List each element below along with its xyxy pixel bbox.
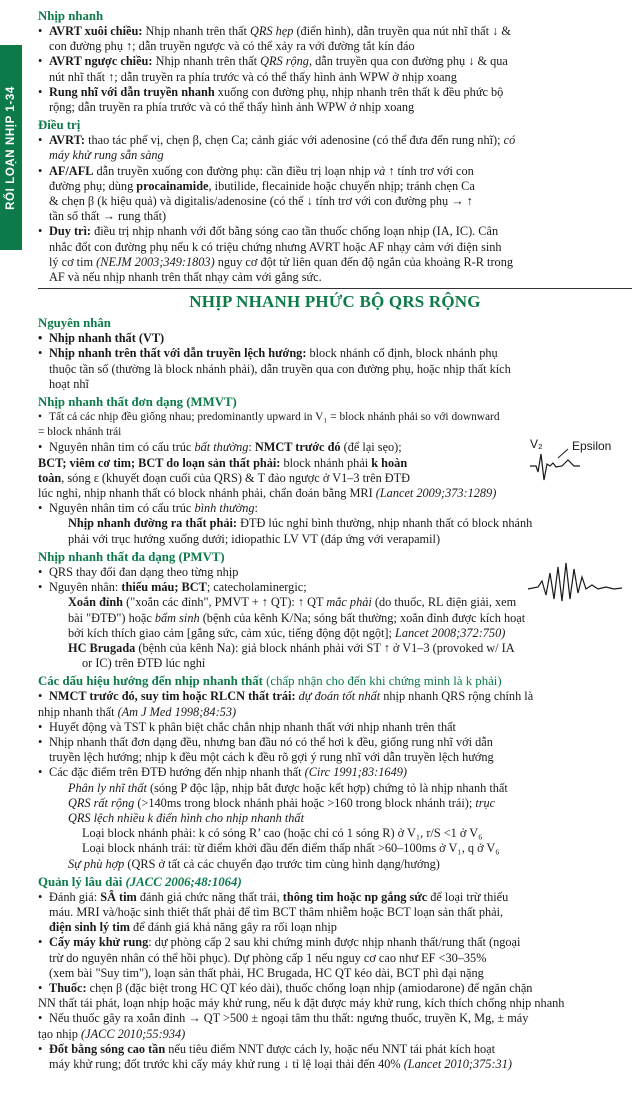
term: BCT; viêm cơ tim; BCT do loạn sản thất phải:	[38, 455, 281, 470]
text-line: NN thất tái phát, loạn nhịp hoặc máy khử rung, nếu k đặt được máy khử rung, kích thích chống nhịp nhanh	[38, 996, 565, 1011]
text: tạo nhịp	[38, 1026, 82, 1041]
term: Duy trì:	[49, 224, 92, 239]
text: bởi kích thích giao cảm [gắng sức, cảm xúc, tiếng động đột ngột];	[68, 625, 396, 640]
text: (bệnh của kênh Na): giả block nhánh phải với ST ↑ ở V1–3 (provoked w/ IA	[135, 640, 515, 655]
citation: (Am J Med 1998;84:53)	[117, 704, 237, 719]
text: ; catecholaminergic;	[206, 580, 307, 595]
heading-tachy: Nhịp nhanh	[38, 9, 104, 23]
term: Thuốc:	[49, 980, 87, 995]
list-item	[38, 85, 632, 115]
list-item	[38, 689, 632, 704]
term: Rung nhĩ với dẫn truyền nhanh	[49, 84, 215, 99]
term: AVRT xuôi chiều:	[49, 24, 143, 38]
heading-long-term	[38, 874, 632, 890]
text: ĐTĐ lúc nghỉ bình thường, nhịp nhanh thất có block nhánh	[237, 516, 533, 531]
citation: Lancet 2008;372:750)	[395, 625, 506, 640]
text: Nhịp nhanh trên thất	[142, 24, 250, 38]
list-item	[38, 224, 632, 285]
text: QRS hẹp	[250, 24, 294, 38]
text: Sự phù hợp	[68, 856, 125, 871]
text: nguy cơ đột tử liên quan đến độ ngắn của khoảng R-R trong	[214, 254, 514, 269]
text: để đánh giá khả năng gây ra rối loạn nhịp	[129, 920, 337, 935]
text-line	[38, 920, 632, 935]
text-line: trừ do nguyên nhân có thể hồi phục). Dự phòng cấp 1 nếu nguy cơ cao như EF <30–35%	[49, 950, 487, 965]
text-line	[38, 781, 632, 796]
list-item	[38, 1042, 632, 1057]
text: thuộc tần số (thường là block nhánh phải), dẫn truyền qua con đường phụ, hoặc nhịp thất kích	[49, 361, 511, 376]
pmvt-block	[38, 565, 632, 595]
ecg-lead-label: V₂	[530, 437, 543, 452]
list-item	[38, 890, 632, 905]
term: NMCT trước đó	[254, 440, 341, 455]
text: bất thường	[194, 440, 249, 455]
list-item	[38, 935, 632, 950]
text-line: = block nhánh trái	[38, 426, 122, 439]
citation: (Lancet 2009;373:1289)	[375, 486, 497, 501]
text: điều trị nhịp nhanh với đốt bằng sóng cao tần thuốc chống loạn nhịp (IA, IC). Cân	[91, 224, 499, 239]
text: nhịp nhanh thất	[38, 704, 118, 719]
text-line	[38, 626, 632, 641]
page-content	[38, 6, 632, 1072]
text: lý cơ tim	[49, 254, 97, 269]
text: (do thuốc, RL điện giải, xem	[371, 595, 517, 610]
text: QRS rộng	[260, 54, 309, 69]
term: toàn	[38, 470, 62, 485]
text-line: phải với trục hướng xuống dưới; idiopathic LV VT (đáp ứng với verapamil)	[68, 531, 441, 546]
text: (điển hình), dẫn truyền qua nút nhĩ thất ↓ &	[293, 24, 511, 38]
list-item: • Huyết động và TST k phân biệt chắc chắn nhịp nhanh thất với nhịp nhanh trên thất	[38, 720, 632, 735]
text: , sóng ε (khuyết đoạn cuối của QRS) & T đảo ngược ở V1–3 trên ĐTĐ	[61, 470, 411, 485]
text: Nguyên nhân tim có cấu trúc	[49, 440, 195, 455]
term: HC Brugada	[68, 640, 136, 655]
term: điện sinh lý tim	[49, 920, 130, 935]
term: SÂ tim	[100, 889, 137, 904]
text: thao tác phế vị, chẹn β, chẹn Ca; cảnh giác với adenosine (có thể đưa đến rung nhĩ);	[85, 133, 504, 148]
term: procainamide	[136, 178, 209, 193]
text: đánh giá chức năng thất trái,	[136, 889, 283, 904]
text: nhịp nhanh QRS rộng chính là	[380, 689, 534, 704]
text: (QRS ở tất cả các chuyển đạo trước tim cùng hình dạng/hướng)	[124, 856, 440, 871]
text: có	[503, 133, 516, 148]
text: ↑ tính trơ với con	[385, 163, 474, 178]
term: NMCT trước đó, suy tim hoặc RLCN thất trái:	[49, 689, 296, 704]
text-line: (xem bài "Suy tim"), loạn sản thất phải, HC Brugada, HC QT kéo dài, BCT phì đại nặng	[49, 965, 484, 980]
text: Các đặc điểm trên ĐTĐ hướng đến nhịp nhanh thất	[49, 765, 305, 780]
text: máy khử rung; đốt trước khi cấy máy khử rung ↓ tỉ lệ loại thải đến 40%	[49, 1056, 404, 1071]
term: AF/AFL	[49, 163, 94, 178]
text: rộng; dẫn truyền ra phía trước và có thể thấy hình ảnh WPW ở nhịp xoang	[49, 100, 415, 115]
chapter-side-tab-label: RỐI LOẠN NHỊP 1-34	[5, 85, 17, 210]
term: Nhịp nhanh trên thất với dẫn truyền lệch hướng:	[49, 346, 307, 361]
text: , ibutilide, flecainide hoặc chuyển nhịp; tránh chẹn Ca	[208, 178, 475, 193]
text: con đường phụ ↑; dẫn truyền ngược và có thể xảy ra với đường tắt kín đáo	[49, 39, 415, 54]
term: thiếu máu; BCT	[121, 580, 207, 595]
text: QRS rất rộng	[68, 795, 135, 810]
text: Nguyên nhân:	[49, 580, 122, 595]
text: máy khử rung sẵn sàng	[49, 148, 164, 163]
citation: (NEJM 2003;349:1803)	[96, 254, 215, 269]
list-item	[38, 24, 632, 54]
heading-mmvt: Nhịp nhanh thất đơn dạng (MMVT)	[38, 395, 237, 410]
text: bình thường	[194, 501, 255, 516]
text: & chẹn β (k hiệu quả) và digitalis/adenosine (có thể ↓ tính trơ với con đường phụ → ↑	[49, 194, 473, 209]
text: Nhịp nhanh trên thất	[152, 54, 261, 69]
text: (>140ms trong block nhánh phải hoặc >160 trong block nhánh trái);	[134, 795, 476, 810]
text: block nhánh phải	[280, 455, 372, 470]
text: bài "ĐTĐ") hoặc	[68, 610, 155, 625]
text: Nguyên nhân tim có cấu trúc	[49, 501, 195, 516]
main-title: NHỊP NHANH PHỨC BỘ QRS RỘNG	[38, 288, 632, 313]
text: mắc phải	[326, 595, 372, 610]
text: nếu tiêu điểm NNT được cách ly, hoặc nếu NNT tái phát kích hoạt	[165, 1041, 495, 1056]
text-line	[38, 486, 632, 501]
term: Nhịp nhanh đường ra thất phải:	[68, 516, 237, 531]
heading-treatment: Điều trị	[38, 118, 81, 133]
heading-text: Quản lý lâu dài	[38, 874, 123, 889]
text: ("xoắn các đỉnh", PMVT + ↑ QT): ↑ QT	[123, 595, 327, 610]
text: nút nhĩ thất ↑; dẫn truyền ra phía trước và có thể thấy hình ảnh WPW ở nhịp xoang	[49, 69, 457, 84]
text: để loại trừ thiếu	[427, 889, 509, 904]
heading-cause: Nguyên nhân	[38, 316, 111, 331]
text: , dẫn truyền qua con đường phụ ↓ & qua	[308, 54, 508, 69]
term: Cấy máy khử rung	[49, 935, 149, 950]
term: Xoắn đỉnh	[68, 595, 124, 610]
text-line: máu. MRI và/hoặc sinh thiết thất phải để tìm BCT thâm nhiễm hoặc BCT loạn sản thất phải,	[49, 904, 504, 919]
text: AF và nếu nhịp nhanh trên thất nhạy cảm với gắng sức.	[49, 270, 322, 285]
text-line	[38, 516, 632, 531]
text-line	[38, 796, 632, 811]
heading-text: Các dấu hiệu hướng đến nhịp nhanh thất	[38, 674, 263, 689]
text-line: Loại block nhánh trái: từ điểm khởi đầu đến điểm thấp nhất >60–100ms ở V₁, q ở V₆	[82, 841, 500, 856]
citation: (Circ 1991;83:1649)	[304, 765, 407, 780]
text: lúc nghỉ, nhịp nhanh thất có block nhánh phải, chẩn đoán bằng MRI	[38, 486, 376, 501]
text: trục	[475, 795, 496, 810]
text: (sóng P độc lập, nhịp bắt được hoặc kết hợp) chứng tỏ là nhịp nhanh thất	[146, 780, 508, 795]
list-item: • Nếu thuốc gây ra xoắn đỉnh → QT >500 ± ngoại tâm thu thất: ngưng thuốc, truyền K, Mg, ± máy	[38, 1011, 632, 1026]
citation: (JACC 2010;55:934)	[81, 1026, 186, 1041]
term: AVRT ngược chiều:	[49, 54, 153, 69]
list-item	[38, 440, 632, 455]
text-line	[38, 611, 632, 626]
text: (để lại sẹo);	[340, 440, 402, 455]
text: đường phụ; dùng	[49, 178, 137, 193]
list-item	[38, 54, 632, 84]
text-line	[38, 641, 632, 656]
text: nhắc đốt con đường phụ nếu k có triệu chứng nhưng AVRT hoặc AF nhạy cảm với điện sinh	[49, 239, 502, 254]
epsilon-label: Epsilon	[572, 439, 612, 454]
text: và	[373, 163, 386, 178]
list-item	[38, 346, 632, 392]
text: tần số thất → rung thất)	[49, 209, 167, 224]
text: :	[248, 440, 255, 455]
list-item	[38, 981, 632, 996]
epsilon-block	[38, 437, 632, 501]
text: bẩm sinh	[154, 610, 200, 625]
heading-pmvt: Nhịp nhanh thất đa dạng (PMVT)	[38, 549, 225, 564]
list-item: • Tất cả các nhịp đều giống nhau; predominantly upward in V₁ = block nhánh phải so với downward	[38, 410, 632, 425]
list-item	[38, 501, 632, 516]
list-item: • Nhịp nhanh thất (VT)	[38, 331, 632, 346]
text: :	[254, 501, 258, 516]
text-line	[38, 1027, 632, 1042]
text-line: or IC) trên ĐTĐ lúc nghỉ	[82, 656, 206, 671]
list-item: • Nhịp nhanh thất đơn dạng đều, nhưng ban đầu nó có thể hơi k đều, giống rung nhĩ với dẫn	[38, 735, 632, 750]
list-item	[38, 580, 632, 595]
text: chẹn β (đặc biệt trong HC QT kéo dài), thuốc chống loạn nhịp (amiodarone) để ngăn chặn	[86, 980, 533, 995]
heading-vt-signs	[38, 673, 632, 689]
citation: (Lancet 2010;375:31)	[403, 1056, 512, 1071]
text-line: truyền lệch hướng; nhịp k đều một cách k đều rõ gợi ý rung nhĩ với dẫn truyền lệch hướng	[49, 750, 494, 765]
heading-note: (chấp nhận cho đến khi chứng minh là k phải)	[262, 674, 502, 689]
text: dẫn truyền xuống con đường phụ: cần điều trị loạn nhịp	[93, 163, 374, 178]
heading-note: (JACC 2006;48:1064)	[122, 874, 242, 889]
text: Đánh giá:	[49, 889, 101, 904]
text: dự đoán tốt nhất	[295, 689, 381, 704]
list-item	[38, 133, 632, 163]
term: thông tim hoặc np gắng sức	[282, 889, 428, 904]
text-line: Loại block nhánh phải: k có sóng R’ cao (hoặc chỉ có 1 sóng R) ở V₁, r/S <1 ở V₆	[82, 826, 483, 841]
text-line	[38, 1057, 632, 1072]
list-item	[38, 765, 632, 780]
list-item	[38, 164, 632, 225]
term: Đốt bằng sóng cao tần	[49, 1041, 166, 1056]
text-line	[38, 857, 632, 872]
text: hoạt nhĩ	[49, 376, 89, 391]
text-line	[38, 705, 632, 720]
text-line: QRS lệch nhiều k điển hình cho nhịp nhanh thất	[68, 810, 304, 825]
list-item: • QRS thay đổi đan dạng theo từng nhịp	[38, 565, 632, 580]
text: Phân ly nhĩ thất	[68, 780, 147, 795]
term: k hoàn	[371, 455, 408, 470]
term: AVRT:	[49, 133, 86, 148]
text: : dự phòng cấp 2 sau khi chứng minh được nhịp nhanh thất/rung thất (ngoại	[148, 935, 521, 950]
text: (bệnh của kênh K/Na; sóng bất thường; xoắn đỉnh được kích hoạt	[199, 610, 526, 625]
chapter-side-tab	[0, 45, 22, 250]
text: block nhánh cố định, block nhánh phụ	[306, 346, 498, 361]
text: xuống con đường phụ, nhịp nhanh trên thất k đều phức bộ	[214, 84, 504, 99]
